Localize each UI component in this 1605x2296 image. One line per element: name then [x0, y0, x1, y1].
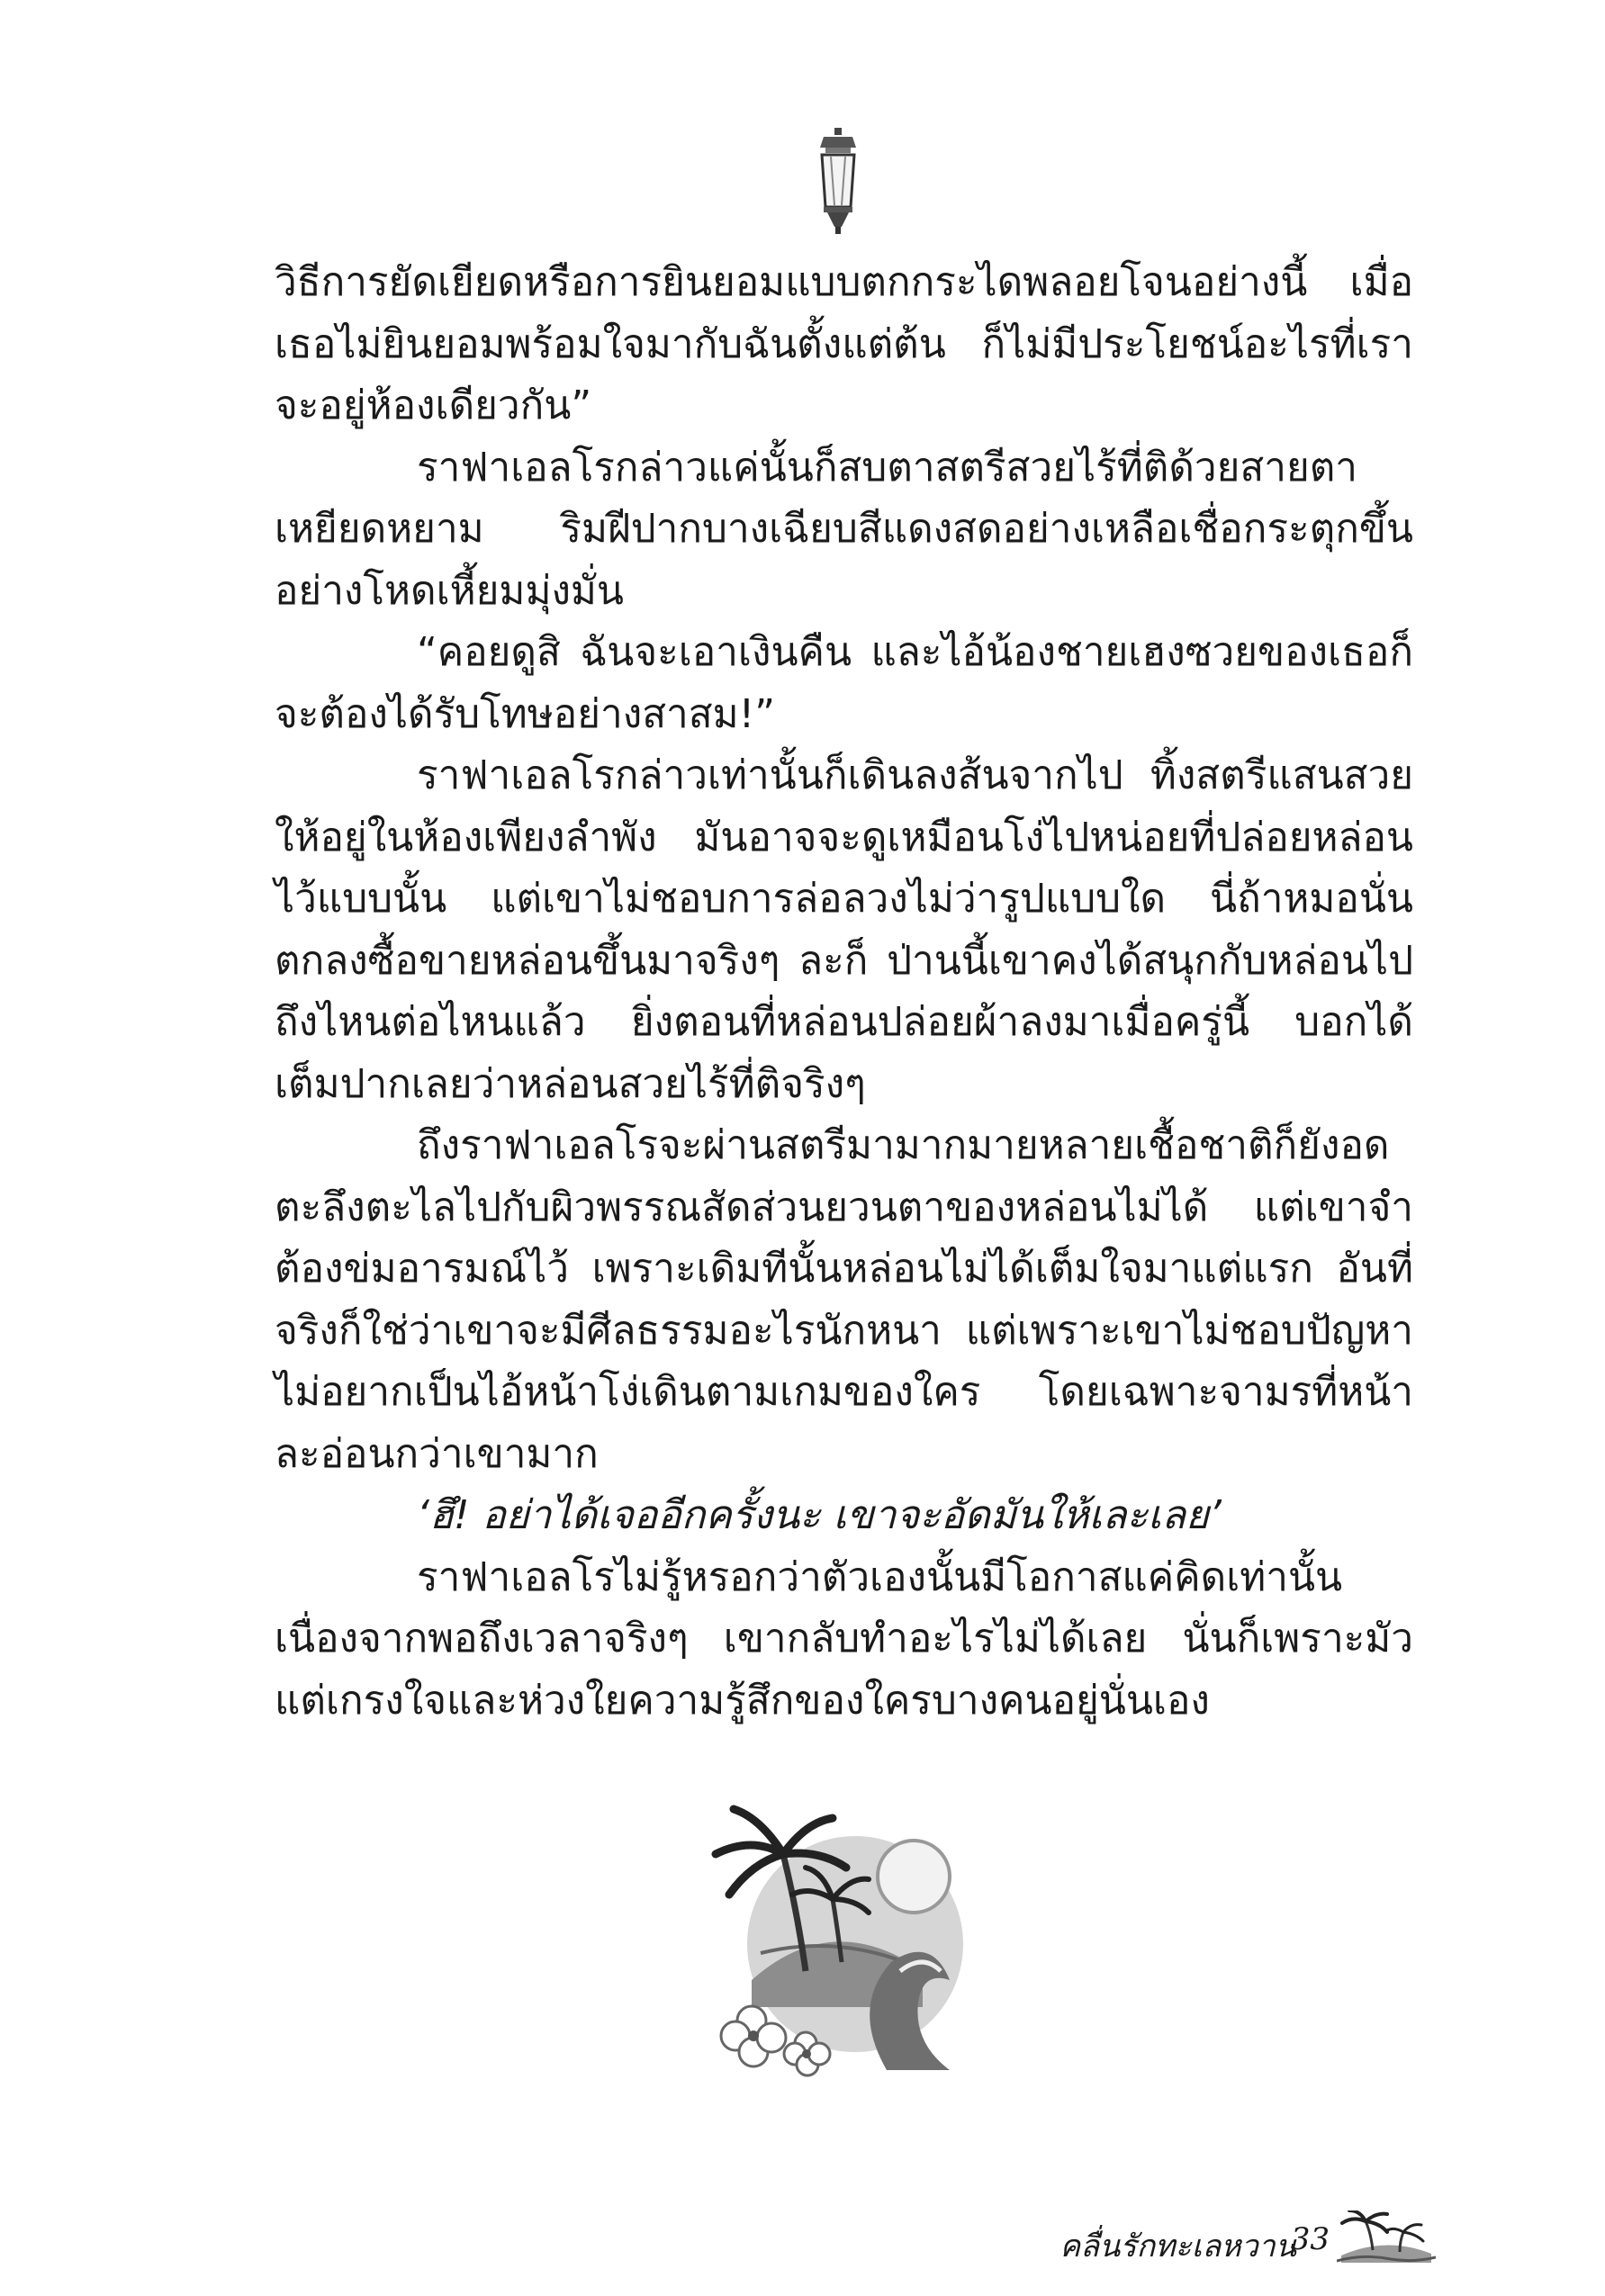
island-icon: [1337, 2210, 1436, 2264]
lantern-icon: [811, 128, 865, 236]
paragraph-4: ราฟาเอลโรกล่าวเท่านั้นก็เดินลงส้นจากไป ทิ้งสตรีแสนสวยให้อยู่ในห้องเพียงลำพัง มันอาจจะดูเหมือนโง่ไปหน่อยที่ปล่อยหล่อนไว้แบบนั้น แต่เขาไม่ชอบการล่อลวงไม่ว่ารูปแบบใด นี่ถ้าหมอนั่นตกลงซื้อขายหล่อนขึ้นมาจริงๆ ละก็ ป่านนี้เขาคงได้สนุกกับหล่อนไปถึงไหนต่อไหนแล้ว ยิ่งตอนที่หล่อนปล่อยผ้าลงมาเมื่อครู่นี้ บอกได้เต็มปากเลยว่าหล่อนสวยไร้ที่ติจริงๆ: [275, 752, 1413, 1107]
paragraph-1: วิธีการยัดเยียดหรือการยินยอมแบบตกกระไดพลอยโจนอย่างนี้ เมื่อเธอไม่ยินยอมพร้อมใจมากับฉันตั้งแต่ต้น ก็ไม่มีประโยชน์อะไรที่เราจะอยู่ห้องเดียวกัน”: [275, 259, 1413, 428]
page-number: 33: [1290, 2221, 1330, 2257]
paragraph-3: “คอยดูสิ ฉันจะเอาเงินคืน และไอ้น้องชายเฮงซวยของเธอก็จะต้องได้รับโทษอย่างสาสม!”: [275, 629, 1413, 737]
tropical-island-illustration: [698, 1800, 968, 2079]
paragraph-6: ‘ฮึ! อย่าได้เจออีกครั้งนะ เขาจะอัดมันให้เละเลย’: [417, 1492, 1222, 1538]
book-title: คลื่นรักทะเลหวาน: [1059, 2228, 1296, 2264]
page-footer: [932, 2210, 1436, 2273]
paragraph-2: ราฟาเอลโรกล่าวแค่นั้นก็สบตาสตรีสวยไร้ที่ติด้วยสายตาเหยียดหยาม ริมฝีปากบางเฉียบสีแดงสดอย่างเหลือเชื่อกระตุกขึ้นอย่างโหดเหี้ยมมุ่งมั่น: [275, 444, 1413, 614]
body-text: [275, 252, 1413, 1732]
paragraph-5: ถึงราฟาเอลโรจะผ่านสตรีมามากมายหลายเชื้อชาติก็ยังอดตะลึงตะไลไปกับผิวพรรณสัดส่วนยวนตาของหล่อนไม่ได้ แต่เขาจำต้องข่มอารมณ์ไว้ เพราะเดิมทีนั้นหล่อนไม่ได้เต็มใจมาแต่แรก อันที่จริงก็ใช่ว่าเขาจะมีศีลธรรมอะไรนักหนา แต่เพราะเขาไม่ชอบปัญหา ไม่อยากเป็นไอ้หน้าโง่เดินตามเกมของใคร โดยเฉพาะจามรที่หน้าละอ่อนกว่าเขามาก: [275, 1122, 1413, 1477]
paragraph-7: ราฟาเอลโรไม่รู้หรอกว่าตัวเองนั้นมีโอกาสแค่คิดเท่านั้นเนื่องจากพอถึงเวลาจริงๆ เขากลับทำอะไรไม่ได้เลย นั่นก็เพราะมัวแต่เกรงใจและห่วงใยความรู้สึกของใครบางคนอยู่นั่นเอง: [275, 1553, 1413, 1724]
